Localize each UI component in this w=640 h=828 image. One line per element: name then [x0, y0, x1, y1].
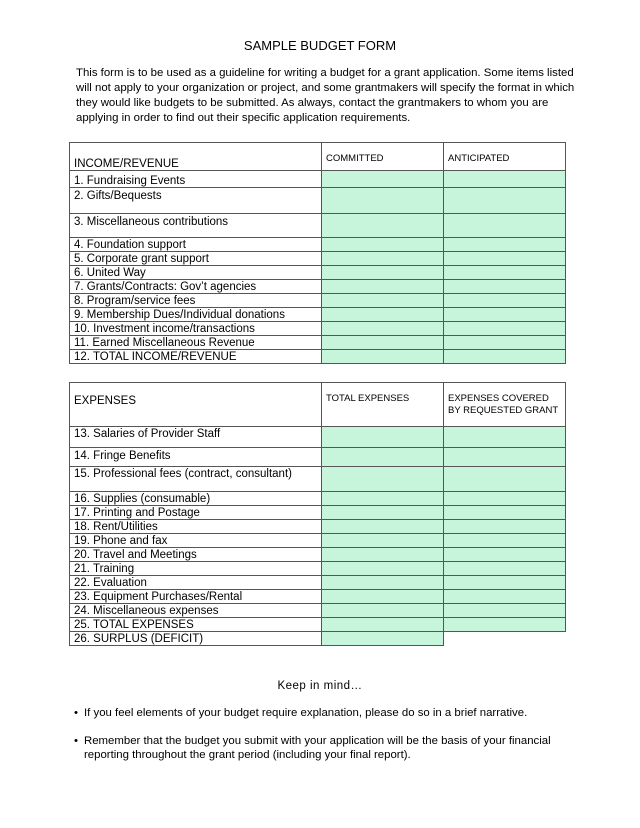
- expenses-total-label: 25. TOTAL EXPENSES: [70, 618, 322, 632]
- total-expense-cell[interactable]: [322, 520, 444, 534]
- income-row-label: 5. Corporate grant support: [70, 252, 322, 266]
- income-header: INCOME/REVENUE: [70, 143, 322, 171]
- anticipated-cell[interactable]: [444, 266, 566, 280]
- surplus-cell[interactable]: [322, 632, 444, 646]
- committed-total-cell[interactable]: [322, 350, 444, 364]
- grant-covered-cell[interactable]: [444, 467, 566, 492]
- grant-covered-cell[interactable]: [444, 506, 566, 520]
- keep-in-mind-heading: Keep in mind…: [277, 680, 363, 692]
- note-text: Remember that the budget you submit with your application will be the basis of your financial reporting throughout the grant period (including your final report).: [84, 735, 551, 761]
- grant-covered-cell[interactable]: [444, 492, 566, 506]
- income-row-label: 7. Grants/Contracts: Gov’t agencies: [70, 280, 322, 294]
- anticipated-cell[interactable]: [444, 294, 566, 308]
- expense-row-label: 16. Supplies (consumable): [70, 492, 322, 506]
- grant-covered-cell[interactable]: [444, 520, 566, 534]
- expense-row-label: 18. Rent/Utilities: [70, 520, 322, 534]
- total-expense-cell[interactable]: [322, 562, 444, 576]
- expense-row-label: 22. Evaluation: [70, 576, 322, 590]
- anticipated-cell[interactable]: [444, 238, 566, 252]
- expense-row-label: 23. Equipment Purchases/Rental: [70, 590, 322, 604]
- grant-covered-cell[interactable]: [444, 590, 566, 604]
- income-table: [69, 142, 566, 364]
- expenses-header: EXPENSES: [70, 383, 322, 427]
- committed-cell[interactable]: [322, 294, 444, 308]
- total-expense-total-cell[interactable]: [322, 618, 444, 632]
- intro-paragraph: This form is to be used as a guideline for writing a budget for a grant application. Some items listed will not apply to your organization or project, and some grantmakers will specify the format in which they would like budgets to be submitted. As always, contact the grantmakers to whom you are applying in order to find out their specific application requirements.: [76, 67, 575, 124]
- grant-covered-cell[interactable]: [444, 576, 566, 590]
- income-row-label: 2. Gifts/Bequests: [70, 188, 322, 214]
- committed-cell[interactable]: [322, 336, 444, 350]
- expense-row-label: 24. Miscellaneous expenses: [70, 604, 322, 618]
- grant-covered-cell[interactable]: [444, 427, 566, 448]
- anticipated-cell[interactable]: [444, 336, 566, 350]
- expense-row-label: 15. Professional fees (contract, consultant): [70, 467, 322, 492]
- expense-row-label: 20. Travel and Meetings: [70, 548, 322, 562]
- grant-covered-header: EXPENSES COVERED BY REQUESTED GRANT: [444, 383, 566, 427]
- committed-cell[interactable]: [322, 214, 444, 238]
- page-title: SAMPLE BUDGET FORM: [243, 38, 397, 53]
- income-row-label: 10. Investment income/transactions: [70, 322, 322, 336]
- committed-cell[interactable]: [322, 322, 444, 336]
- bullet-icon: •: [74, 707, 78, 719]
- list-item: [74, 734, 574, 762]
- expense-row-label: 14. Fringe Benefits: [70, 448, 322, 467]
- grant-covered-cell[interactable]: [444, 448, 566, 467]
- income-row-label: 6. United Way: [70, 266, 322, 280]
- committed-cell[interactable]: [322, 252, 444, 266]
- grant-covered-cell[interactable]: [444, 562, 566, 576]
- notes-list: [74, 706, 574, 776]
- expense-row-label: 17. Printing and Postage: [70, 506, 322, 520]
- total-expense-cell[interactable]: [322, 467, 444, 492]
- total-expense-cell[interactable]: [322, 576, 444, 590]
- grant-covered-cell[interactable]: [444, 604, 566, 618]
- list-item: [74, 706, 574, 720]
- anticipated-cell[interactable]: [444, 308, 566, 322]
- income-row-label: 3. Miscellaneous contributions: [70, 214, 322, 238]
- committed-cell[interactable]: [322, 280, 444, 294]
- income-row-label: 1. Fundraising Events: [70, 171, 322, 188]
- committed-header: COMMITTED: [322, 143, 444, 171]
- income-row-label: 4. Foundation support: [70, 238, 322, 252]
- committed-cell[interactable]: [322, 188, 444, 214]
- committed-cell[interactable]: [322, 238, 444, 252]
- total-expense-cell[interactable]: [322, 534, 444, 548]
- total-expense-cell[interactable]: [322, 604, 444, 618]
- total-expense-cell[interactable]: [322, 590, 444, 604]
- expense-row-label: 13. Salaries of Provider Staff: [70, 427, 322, 448]
- income-row-label: 9. Membership Dues/Individual donations: [70, 308, 322, 322]
- grant-covered-cell[interactable]: [444, 548, 566, 562]
- income-total-label: 12. TOTAL INCOME/REVENUE: [70, 350, 322, 364]
- anticipated-total-cell[interactable]: [444, 350, 566, 364]
- bullet-icon: •: [74, 735, 78, 747]
- anticipated-cell[interactable]: [444, 171, 566, 188]
- anticipated-header: ANTICIPATED: [444, 143, 566, 171]
- income-row-label: 11. Earned Miscellaneous Revenue: [70, 336, 322, 350]
- total-expenses-header: TOTAL EXPENSES: [322, 383, 444, 427]
- expense-row-label: 21. Training: [70, 562, 322, 576]
- anticipated-cell[interactable]: [444, 280, 566, 294]
- committed-cell[interactable]: [322, 266, 444, 280]
- anticipated-cell[interactable]: [444, 188, 566, 214]
- surplus-label: 26. SURPLUS (DEFICIT): [70, 632, 322, 646]
- expenses-table: [69, 382, 566, 646]
- total-expense-cell[interactable]: [322, 548, 444, 562]
- committed-cell[interactable]: [322, 171, 444, 188]
- income-row-label: 8. Program/service fees: [70, 294, 322, 308]
- anticipated-cell[interactable]: [444, 214, 566, 238]
- anticipated-cell[interactable]: [444, 322, 566, 336]
- total-expense-cell[interactable]: [322, 492, 444, 506]
- grant-covered-total-cell[interactable]: [444, 618, 566, 632]
- anticipated-cell[interactable]: [444, 252, 566, 266]
- total-expense-cell[interactable]: [322, 506, 444, 520]
- expense-row-label: 19. Phone and fax: [70, 534, 322, 548]
- committed-cell[interactable]: [322, 308, 444, 322]
- note-text: If you feel elements of your budget require explanation, please do so in a brief narrative.: [84, 707, 528, 719]
- total-expense-cell[interactable]: [322, 427, 444, 448]
- grant-covered-cell[interactable]: [444, 534, 566, 548]
- total-expense-cell[interactable]: [322, 448, 444, 467]
- empty-cell: [444, 632, 566, 646]
